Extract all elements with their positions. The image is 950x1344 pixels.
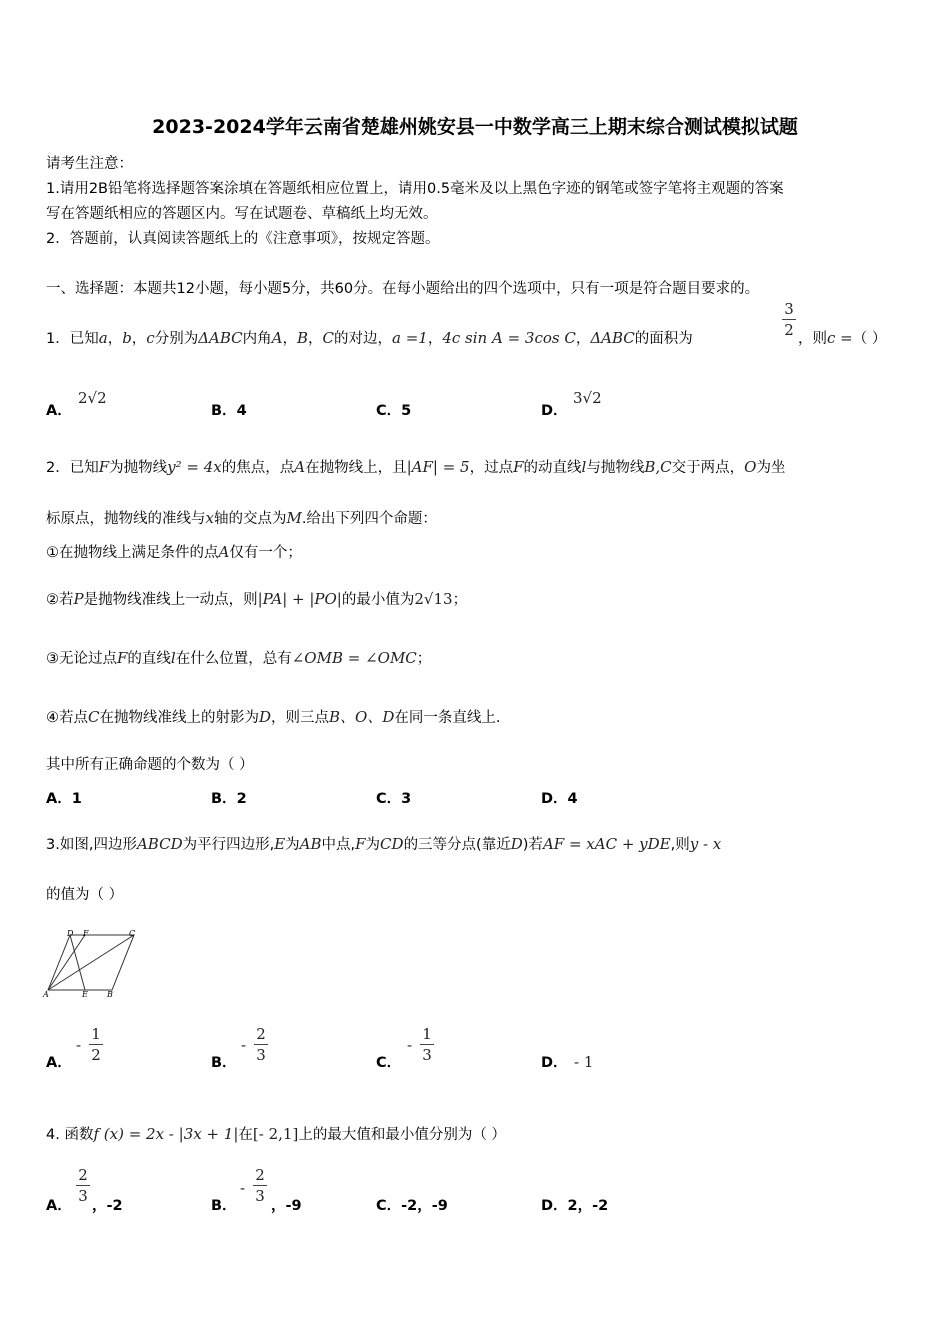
q2-statement-3: ③无论过点F的直线l在什么位置，总有∠OMB = ∠OMC； xyxy=(46,649,432,667)
q3-option-b-sign: - xyxy=(241,1036,247,1054)
label-e: E xyxy=(82,990,88,999)
q2-statement-4: ④若点C在抛物线准线上的射影为D，则三点B、O、D在同一条直线上. xyxy=(46,708,501,726)
q4-option-c[interactable]: C．-2，-9 xyxy=(376,1198,448,1214)
label-a: A xyxy=(43,990,49,999)
question-1-text: 1．已知a，b，c分别为ΔABC内角A，B，C的对边，a =1，4c sin A = 3cos C，ΔABC的面积为 xyxy=(46,329,693,347)
q1-option-d-value: 3√2 xyxy=(573,389,602,407)
q4-option-a-rest: ，-2 xyxy=(92,1198,123,1214)
notice-line-1a: 1.请用2B铅笔将选择题答案涂填在答题纸相应位置上，请用0.5毫米及以上黑色字迹的钢笔或签字笔将主观题的答案 xyxy=(46,181,784,197)
q1-option-d[interactable]: D． xyxy=(541,403,568,419)
q2-option-b[interactable]: B．2 xyxy=(211,791,247,807)
q1-option-b[interactable]: B．4 xyxy=(211,403,247,419)
question-2-ask: 其中所有正确命题的个数为（ ） xyxy=(46,757,254,773)
label-f: F xyxy=(83,929,89,938)
label-b: B xyxy=(107,990,113,999)
q2-statement-1: ①在抛物线上满足条件的点A仅有一个； xyxy=(46,543,302,561)
q1-option-a-value: 2√2 xyxy=(78,389,107,407)
q3-option-a-sign: - xyxy=(76,1036,82,1054)
q2-option-c[interactable]: C．3 xyxy=(376,791,412,807)
q4-option-b-rest: ，-9 xyxy=(271,1198,302,1214)
parallelogram-figure xyxy=(40,926,144,1000)
segment-de xyxy=(70,935,85,990)
q2-option-a[interactable]: A．1 xyxy=(46,791,82,807)
q3-option-a[interactable]: A． xyxy=(46,1055,72,1071)
q4-option-a[interactable]: A． xyxy=(46,1198,72,1214)
q1-option-c[interactable]: C．5 xyxy=(376,403,412,419)
q2-option-d[interactable]: D．4 xyxy=(541,791,578,807)
question-2-line-1: 2．已知F为抛物线y² = 4x的焦点，点A在抛物线上，且|AF| = 5，过点F的动直线l与抛物线B,C交于两点，O为坐 xyxy=(46,458,786,476)
q3-option-d[interactable]: D． xyxy=(541,1055,568,1071)
section-heading: 一、选择题：本题共12小题，每小题5分，共60分。在每小题给出的四个选项中，只有一项是符合题目要求的。 xyxy=(46,281,760,297)
question-3-line-1: 3.如图,四边形ABCD为平行四边形,E为AB中点,F为CD的三等分点(靠近D)若AF = xAC + yDE,则y - x xyxy=(46,835,722,853)
segment-ac xyxy=(48,935,134,990)
notice-line-1b: 写在答题纸相应的答题区内。写在试题卷、草稿纸上均无效。 xyxy=(46,206,438,222)
q4-option-b[interactable]: B． xyxy=(211,1198,237,1214)
question-1-tail: ，则c =（ ） xyxy=(798,329,887,347)
q4-option-a-fraction: 2 3 xyxy=(76,1166,90,1205)
q3-option-b-fraction: 2 3 xyxy=(254,1025,268,1064)
page-title: 2023-2024学年云南省楚雄州姚安县一中数学高三上期末综合测试模拟试题 xyxy=(152,116,798,138)
q3-option-c-fraction: 1 3 xyxy=(420,1025,434,1064)
q2-statement-2: ②若P是抛物线准线上一动点，则|PA| + |PO|的最小值为2√13； xyxy=(46,590,468,608)
q4-option-d[interactable]: D．2，-2 xyxy=(541,1198,609,1214)
q3-option-d-value: - 1 xyxy=(574,1053,594,1071)
label-c: C xyxy=(129,929,136,938)
question-4-text: 4. 函数f (x) = 2x - |3x + 1|在[- 2,1]上的最大值和最小值分别为（ ） xyxy=(46,1125,506,1143)
q1-area-fraction: 3 2 xyxy=(782,300,796,339)
label-d: D xyxy=(67,929,74,938)
q3-option-a-fraction: 1 2 xyxy=(89,1025,103,1064)
q3-option-c-sign: - xyxy=(407,1036,413,1054)
q4-option-b-fraction: 2 3 xyxy=(253,1166,267,1205)
notice-heading: 请考生注意： xyxy=(46,156,133,172)
q4-option-b-sign: - xyxy=(240,1179,246,1197)
question-2-line-2: 标原点，抛物线的准线与x轴的交点为M.给出下列四个命题： xyxy=(46,509,437,527)
notice-line-2: 2．答题前，认真阅读答题纸上的《注意事项》，按规定答题。 xyxy=(46,231,440,247)
q1-option-a[interactable]: A． xyxy=(46,403,72,419)
q3-option-b[interactable]: B． xyxy=(211,1055,237,1071)
q3-option-c[interactable]: C． xyxy=(376,1055,402,1071)
question-3-line-2: 的值为（ ） xyxy=(46,887,124,903)
